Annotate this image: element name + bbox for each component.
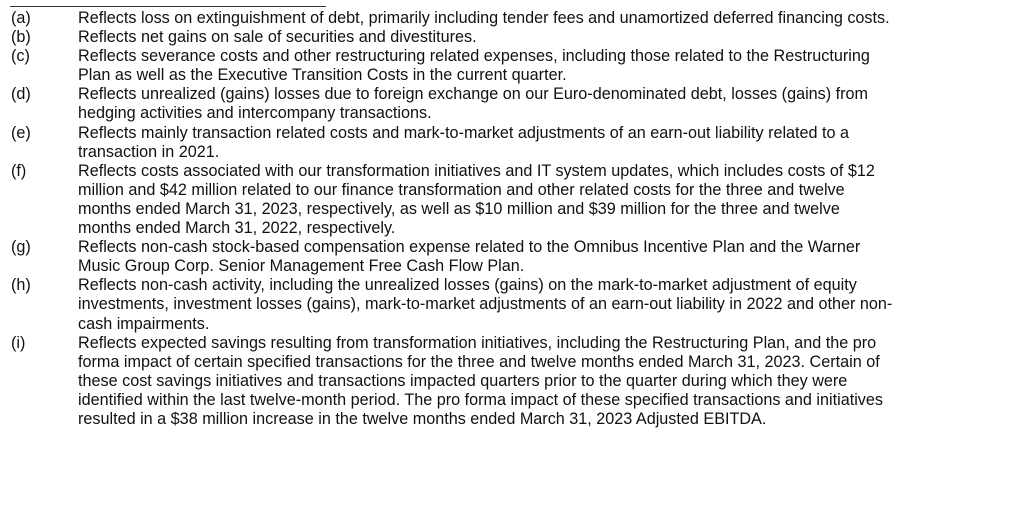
footnote-item xyxy=(0,124,1024,162)
footnote-text xyxy=(78,238,1022,276)
footnote-text-line: months ended March 31, 2022, respectively. xyxy=(78,219,396,238)
footnote-text-line: Plan as well as the Executive Transition Costs in the current quarter. xyxy=(78,66,567,85)
footnote-text-line: resulted in a $38 million increase in the twelve months ended March 31, 2023 Adjusted EBITDA. xyxy=(78,409,767,428)
footnote-label: (e) xyxy=(11,123,31,142)
footnote-text xyxy=(78,47,1022,85)
footnotes-list xyxy=(0,9,1024,429)
footnote-text xyxy=(78,28,1022,47)
footnote-text-line: investments, investment losses (gains), mark-to-market adjustments of an earn-out liability in 2022 and other non- xyxy=(78,295,893,314)
footnote-text xyxy=(78,276,1022,333)
footnote-text-line: Reflects non-cash activity, including the unrealized losses (gains) on the mark-to-market adjustment of equity xyxy=(78,276,857,295)
footnote-text xyxy=(78,124,1022,162)
footnote-text-line: Music Group Corp. Senior Management Free Cash Flow Plan. xyxy=(78,257,525,276)
footnote-text-line: Reflects loss on extinguishment of debt, primarily including tender fees and unamortized deferred financing costs. xyxy=(78,9,890,27)
footnote-label: (g) xyxy=(11,238,31,257)
footnote-text-line: these cost savings initiatives and transactions impacted quarters prior to the quarter during which they were xyxy=(78,371,848,390)
footnote-text xyxy=(78,162,1022,238)
footnote-label: (f) xyxy=(11,161,27,180)
footnote-text-line: Reflects unrealized (gains) losses due to foreign exchange on our Euro-denominated debt, losses (gains) from xyxy=(78,85,869,104)
footnote-text xyxy=(78,9,1022,28)
footnote-item xyxy=(0,85,1024,123)
footnote-text-line: hedging activities and intercompany transactions. xyxy=(78,104,432,123)
footnote-label: (b) xyxy=(11,28,31,47)
footnote-item xyxy=(0,47,1024,85)
footnote-separator-rule xyxy=(10,6,326,7)
footnote-label: (c) xyxy=(11,47,30,66)
footnote-text-line: million and $42 million related to our finance transformation and other related costs for the three and twelve xyxy=(78,180,845,199)
footnote-text-line: Reflects non-cash stock-based compensation expense related to the Omnibus Incentive Plan and the Warner xyxy=(78,238,861,257)
footnote-item xyxy=(0,276,1024,333)
footnote-text-line: cash impairments. xyxy=(78,314,210,333)
footnote-text-line: months ended March 31, 2023, respectively, as well as $10 million and $39 million for the three and twelve xyxy=(78,199,840,218)
footnote-text-line: identified within the last twelve-month period. The pro forma impact of these specified transactions and initiatives xyxy=(78,390,883,409)
footnote-text-line: Reflects mainly transaction related costs and mark-to-market adjustments of an earn-out liability related to a xyxy=(78,123,850,142)
footnote-text-line: Reflects costs associated with our transformation initiatives and IT system updates, which includes costs of $12 xyxy=(78,161,875,180)
footnote-item xyxy=(0,238,1024,276)
footnote-text xyxy=(78,85,1022,123)
footnote-text-line: Reflects net gains on sale of securities and divestitures. xyxy=(78,28,477,47)
footnote-text-line: transaction in 2021. xyxy=(78,142,220,161)
footnote-text-line: Reflects severance costs and other restructuring related expenses, including those related to the Restructuring xyxy=(78,47,870,66)
footnote-item xyxy=(0,162,1024,238)
footnote-label: (h) xyxy=(11,276,31,295)
footnote-item xyxy=(0,334,1024,429)
footnote-text-line: Reflects expected savings resulting from transformation initiatives, including the Restructuring Plan, and the pro xyxy=(78,333,877,352)
footnote-item xyxy=(0,9,1024,28)
footnote-text-line: forma impact of certain specified transactions for the three and twelve months ended March 31, 2023. Certain of xyxy=(78,352,880,371)
footnote-item xyxy=(0,28,1024,47)
footnote-label: (a) xyxy=(11,9,31,27)
footnote-label: (d) xyxy=(11,85,31,104)
footnote-text xyxy=(78,334,1022,429)
footnote-label: (i) xyxy=(11,333,26,352)
